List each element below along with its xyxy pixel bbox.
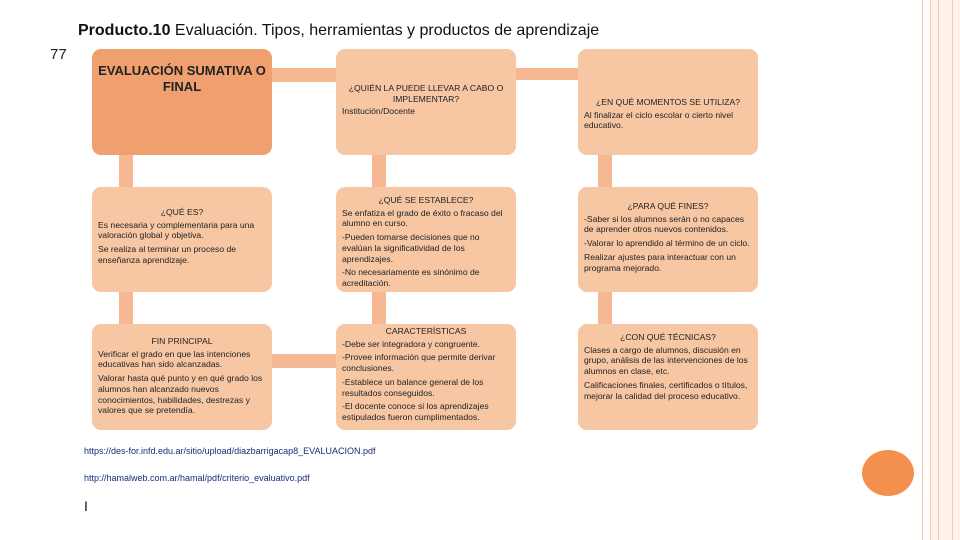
box-quien [336, 49, 516, 155]
decor-circle [862, 450, 914, 496]
decor-line [952, 0, 953, 540]
text-cursor: I [84, 498, 88, 514]
box-line: Valorar hasta qué punto y en qué grado los alumnos han alcanzado nuevos conocimientos, habilidades, destrezas y valores que se pretendía. [98, 373, 263, 416]
connector [372, 292, 386, 324]
box-line: Es necesaria y complementaria para una valoración global y objetiva. [98, 219, 255, 241]
title-text: Evaluación. Tipos, herramientas y productos de aprendizaje [170, 22, 600, 39]
box-line: -Pueden tomarse decisiones que no evalúan la significatividad de los aprendizajes. [342, 232, 480, 264]
connector [516, 68, 578, 80]
connector [119, 292, 133, 324]
box-line: Clases a cargo de alumnos, discusión en grupo, análisis de las intervenciones de los alumnos en clase, etc. [584, 344, 748, 377]
box-heading: ¿QUIÉN LA PUEDE LLEVAR A CABO O IMPLEMENTAR? [348, 83, 504, 104]
box-fines [578, 187, 758, 292]
box-heading: ¿CON QUÉ TÉCNICAS? [620, 332, 716, 342]
decor-line [922, 0, 923, 540]
box-line: -No necesariamente es sinónimo de acreditación. [342, 267, 480, 289]
reference-link[interactable]: https://des-for.infd.edu.ar/sitio/upload/diazbarrigacap8_EVALUACION.pdf [84, 446, 376, 456]
box-que-es [92, 187, 272, 292]
box-tecnicas [578, 324, 758, 430]
connector [272, 354, 336, 368]
box-line: Verificar el grado en que las intenciones educativas han sido alcanzadas. [98, 348, 251, 370]
main-title: EVALUACIÓN SUMATIVA O FINAL [98, 63, 266, 95]
box-fin-principal [92, 324, 272, 430]
decor-line [938, 0, 939, 540]
box-line: Al finalizar el ciclo escolar o cierto nivel educativo. [584, 109, 734, 131]
box-line: Calificaciones finales, certificados o títulos, mejorar la calidad del proceso educativo. [584, 379, 748, 401]
box-heading: ¿QUÉ SE ESTABLECE? [378, 195, 474, 205]
box-main-title [92, 49, 272, 155]
box-momento [578, 49, 758, 155]
box-line: -El docente conoce si los aprendizajes estipulados fueron cumplimentados. [342, 401, 489, 423]
box-heading: ¿PARA QUÉ FINES? [627, 201, 709, 211]
slide-number: 77 [50, 46, 67, 63]
box-caracteristicas [336, 324, 516, 430]
box-line: -Debe ser integradora y congruente. [342, 338, 481, 349]
box-heading: ¿EN QUÉ MOMENTOS SE UTILIZA? [595, 97, 741, 107]
box-line: Se realiza al terminar un proceso de enseñanza aprendizaje. [98, 244, 237, 265]
connector [119, 155, 133, 187]
connector [598, 155, 612, 187]
decor-line [930, 0, 931, 540]
box-line: -Provee información que permite derivar conclusiones. [342, 352, 496, 374]
box-heading: FIN PRINCIPAL [151, 336, 213, 346]
box-establece [336, 187, 516, 292]
connector [598, 292, 612, 324]
connector [272, 68, 336, 82]
slide-title [78, 22, 599, 40]
box-line: -Valorar lo aprendido al término de un ciclo. [584, 238, 750, 249]
right-decor-band [930, 0, 960, 540]
box-line: Institución/Docente [342, 106, 416, 117]
box-line: -Establece un balance general de los resultados conseguidos. [342, 376, 484, 398]
box-line: Se enfatiza el grado de éxito o fracaso del alumno en curso. [342, 207, 503, 229]
box-heading: CARACTERÍSTICAS [385, 326, 467, 336]
box-line: -Saber si los alumnos serán o no capaces de aprender otros nuevos contenidos. [584, 213, 745, 235]
title-product: Producto.10 [78, 22, 171, 39]
box-line: Realizar ajustes para interactuar con un programa mejorado. [584, 251, 736, 273]
box-heading: ¿QUÉ ES? [160, 207, 204, 217]
connector [372, 155, 386, 187]
reference-link[interactable]: http://hamalweb.com.ar/hamal/pdf/criterio_evaluativo.pdf [84, 473, 310, 483]
